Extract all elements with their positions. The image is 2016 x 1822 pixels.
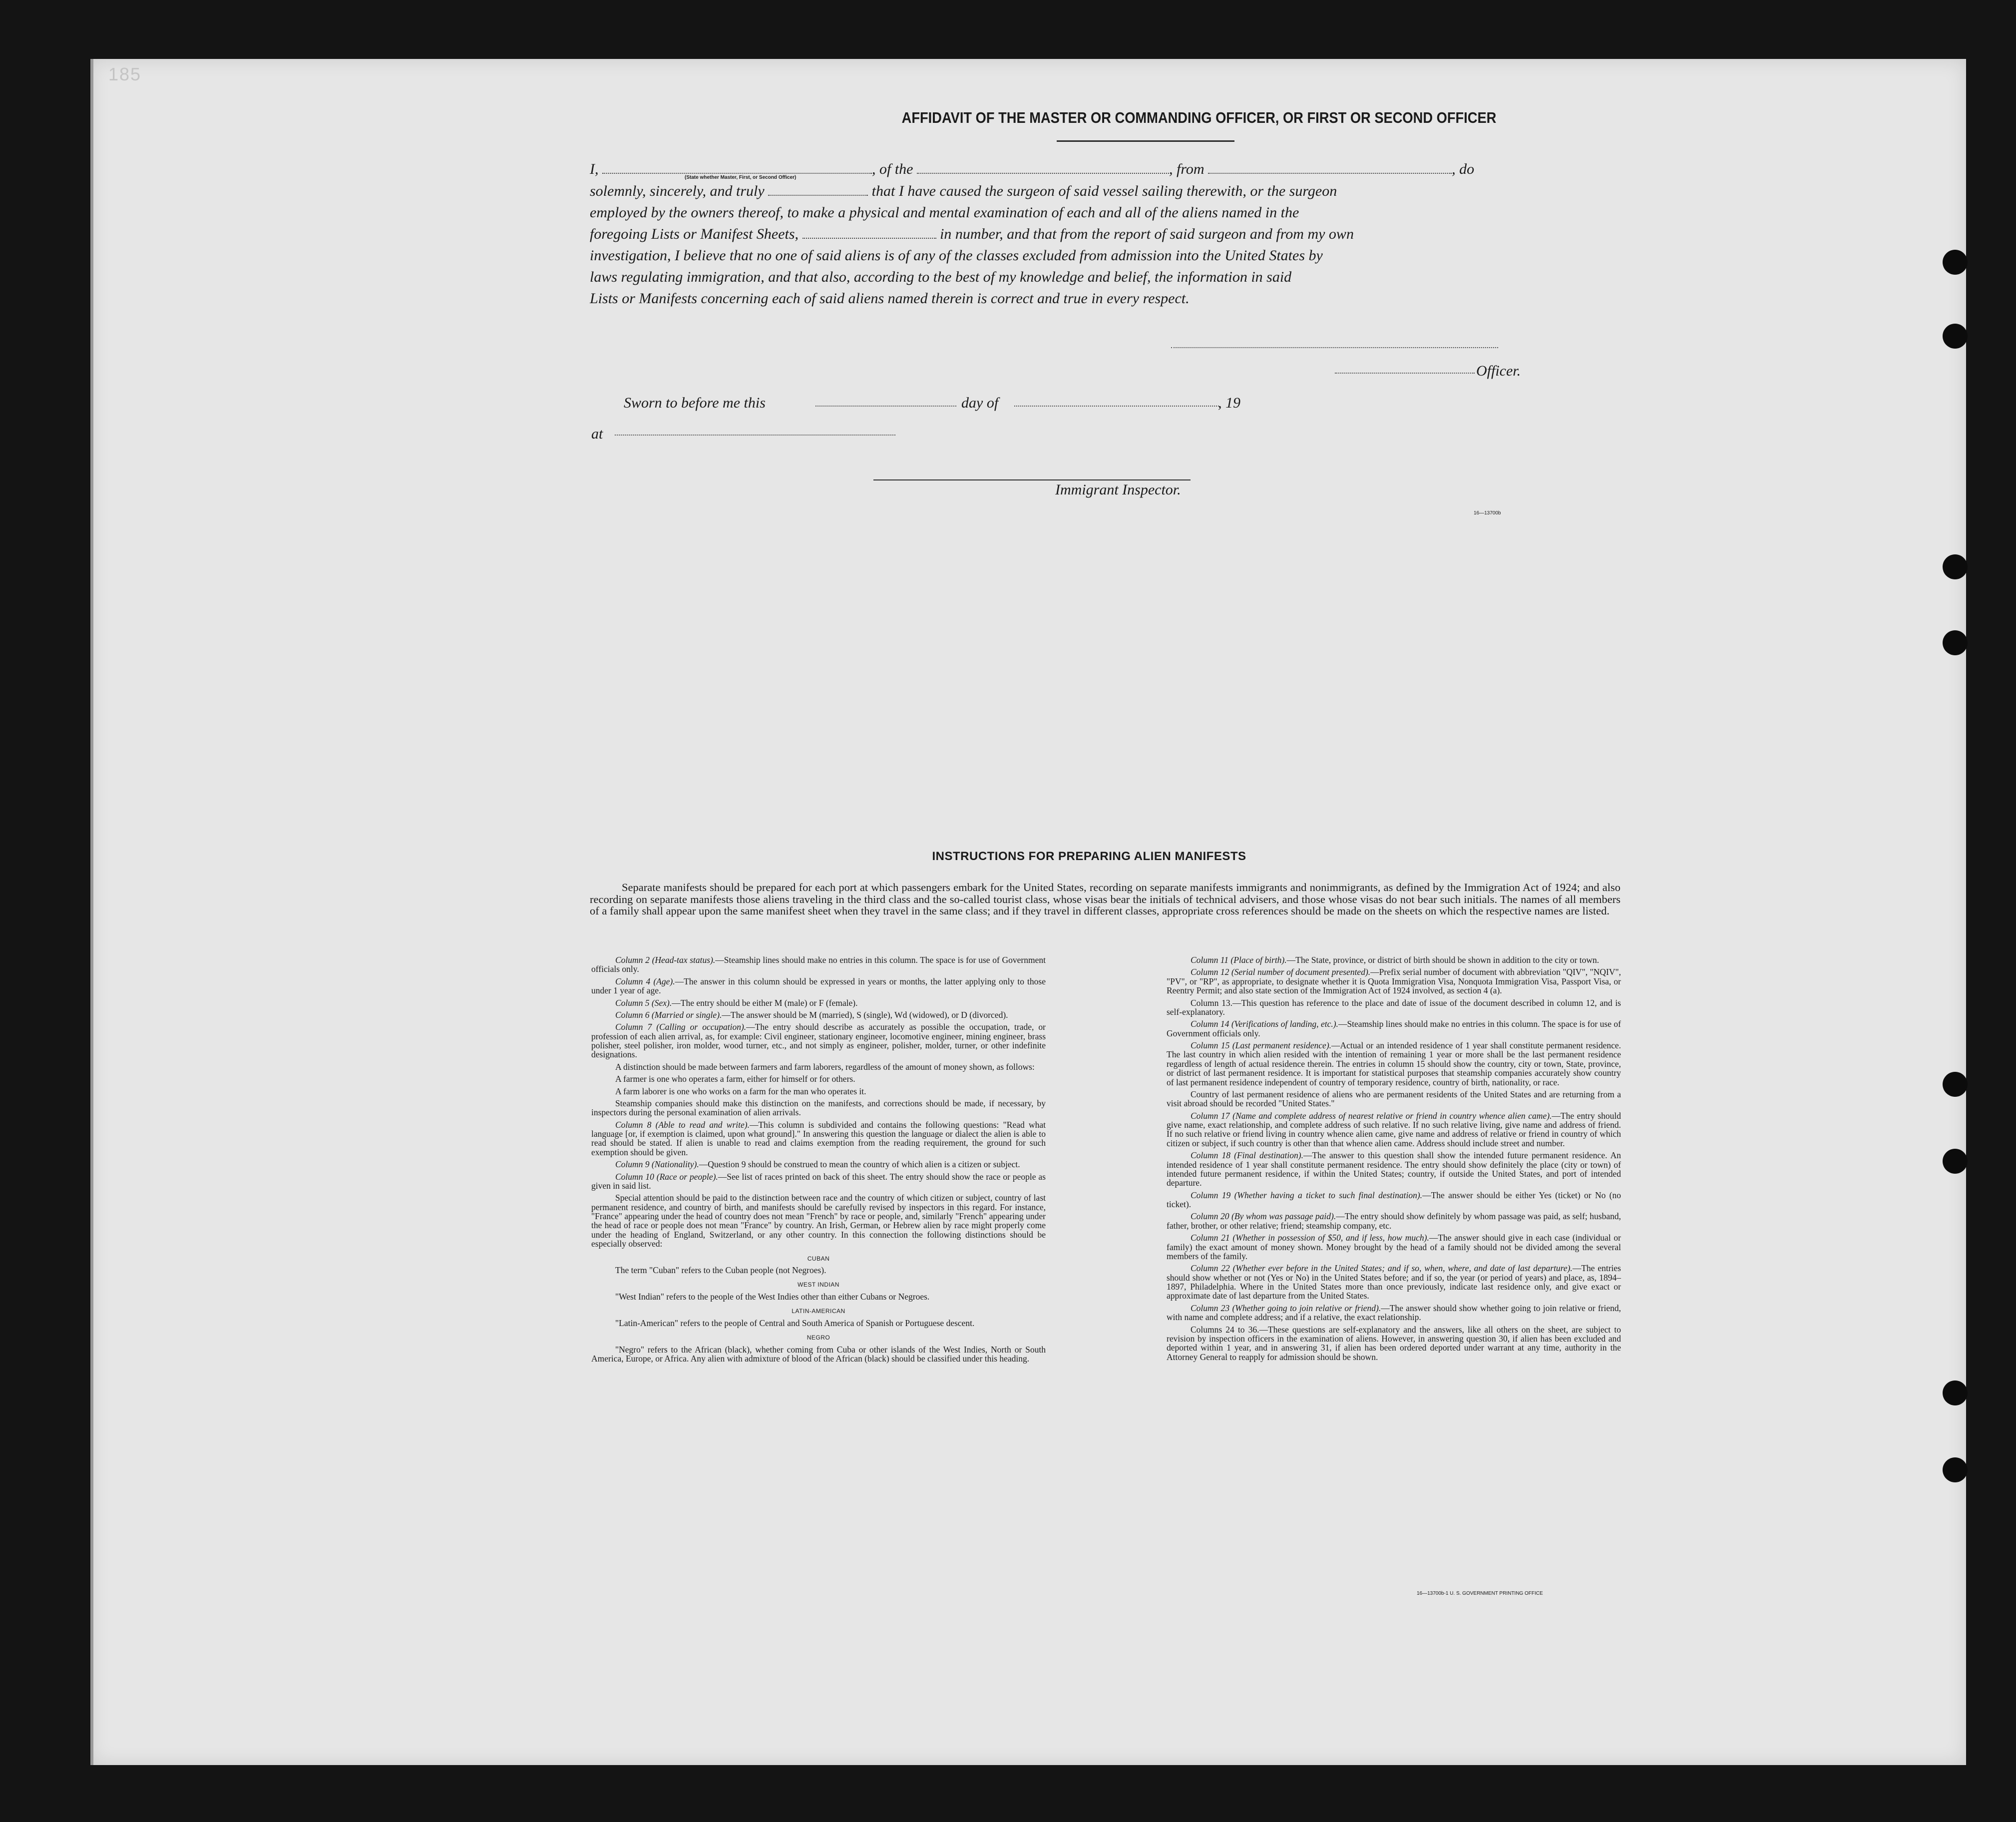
vessel-name-blank[interactable] (917, 162, 1169, 174)
column-18-text: —The answer to this question shall show the intended future permanent residence. An intended residence of 1 year shall constitute permanent residence. The entry should show definitely the place (city or town) of intended future permanent residence, if within the United States; country, if outside the United States, and port of intended departure. (1167, 1150, 1621, 1188)
column-18-label: Column 18 (Final destination). (1191, 1150, 1303, 1161)
punch-hole-2 (1943, 324, 1968, 349)
column-15-instruction (1167, 1041, 1621, 1087)
column-21-label: Column 21 (Whether in possession of $50, and if less, how much). (1191, 1233, 1429, 1243)
column-13-instruction: Column 13.—This question has reference to the place and date of issue of the document described in column 12, and is self-explanatory. (1167, 997, 1621, 1017)
title-rule (1057, 140, 1234, 142)
column-22-label: Column 22 (Whether ever before in the United States; and if so, when, where, and date of last departure). (1191, 1263, 1573, 1274)
punch-hole-1 (1943, 250, 1968, 275)
latin-american-paragraph: "Latin-American" refers to the people of Central and South America of Spanish or Portuguese descent. (615, 1318, 975, 1329)
officer-note: (State whether Master, First, or Second Officer) (685, 175, 797, 180)
column-12-text: —Prefix serial number of document with abbreviation "QIV", "NQIV", "PV", or "RP", as appropriate, to designate whether it is Quota Immigration Visa, Nonquota Immigration Visa, Passport Visa, or Reentry Permit; and also state section of the Immigration Act of 1924 involved, as section 4 (a). (1167, 967, 1621, 996)
inspector-signature-line[interactable] (873, 479, 1191, 480)
officer-signature-line[interactable] (1171, 347, 1498, 348)
day-of-label: day of (961, 395, 999, 411)
column-18-instruction (1167, 1151, 1621, 1188)
affidavit-line-4 (590, 227, 1618, 242)
at-label: at (591, 426, 603, 442)
column-19-label: Column 19 (Whether having a ticket to such final destination). (1191, 1190, 1423, 1200)
punch-hole-6 (1943, 1149, 1968, 1174)
farm-laborer-paragraph: A farm laborer is one who works on a farm for the man who operates it. (615, 1086, 866, 1096)
column-23-text: —The answer should show whether going to join relative or friend, with name and complete address; and if a relative, the exact relationship. (1167, 1303, 1621, 1323)
affidavit-line-7: Lists or Manifests concerning each of said aliens named therein is correct and true in every respect. (590, 290, 1190, 307)
instructions-right-column (1167, 955, 1621, 1365)
sworn-month-blank[interactable] (1014, 406, 1219, 407)
column-6-instruction (591, 1010, 1046, 1019)
officer-title-line[interactable] (1335, 373, 1475, 374)
column-11-instruction (1167, 955, 1621, 964)
affidavit-title: AFFIDAVIT OF THE MASTER OR COMMANDING OFFICER, OR FIRST OR SECOND OFFICER (901, 109, 1497, 126)
west-indian-paragraph: "West Indian" refers to the people of the West Indies other than either Cubans or Negroes. (615, 1292, 930, 1302)
column-12-label: Column 12 (Serial number of document presented). (1191, 967, 1371, 977)
cuban-heading: CUBAN (807, 1255, 830, 1262)
column-9-label: Column 9 (Nationality). (615, 1159, 699, 1170)
rank-blank[interactable] (768, 184, 868, 196)
west-indian-heading: WEST INDIAN (798, 1281, 839, 1289)
column-10-instruction (591, 1172, 1046, 1191)
column-7-text: —The entry should describe as accurately as possible the occupation, trade, or profession of each alien arrival, as, for example: Civil engineer, stationary engineer, locomotive engineer, mining engineer, brass polisher, steel polisher, iron molder, wood turner, etc., and not simply as engineer, polisher, molder, turner, or other indefinite designations. (591, 1022, 1046, 1060)
officer-name-blank[interactable] (602, 162, 872, 174)
instructions-left-column (591, 955, 1046, 1366)
sheet-edge (90, 59, 93, 1765)
cuban-paragraph: The term "Cuban" refers to the Cuban people (not Negroes). (615, 1265, 826, 1276)
column-5-instruction (591, 998, 1046, 1007)
column-6-text: —The answer should be M (married), S (single), Wd (widowed), or D (divorced). (722, 1009, 1008, 1020)
column-20-label: Column 20 (By whom was passage paid). (1191, 1211, 1336, 1222)
column-7-instruction (591, 1022, 1046, 1059)
caused-surgeon-text: that I have caused the surgeon of said vessel sailing therewith, or the surgeon (871, 183, 1337, 199)
foregoing-lists-text: foregoing Lists or Manifest Sheets, (590, 226, 799, 242)
column-8-label: Column 8 (Able to read and write). (615, 1119, 750, 1130)
column-22-text: —The entries should show whether or not (Yes or No) in the United States before; and if so, the year (or period of years) and place, as, 1894–1897, Philadelphia. Where in the United States more than once previously, indicate last residence only, and give exact or approximate date of last departure from the United States. (1167, 1263, 1621, 1301)
column-21-instruction (1167, 1233, 1621, 1261)
column-17-text: —The entry should give name, exact relationship, and complete address of such relative. If no such relative living, give name and address of friend. If no such relative or friend living in country whence alien came, give name and address of relative or friend in country of which citizen or subject, if such country is other than that whence alien came. Address should include street and number. (1167, 1110, 1621, 1148)
column-4-instruction (591, 977, 1046, 995)
column-20-text: —The entry should show definitely by whom passage was paid, as self; husband, father, brother, or other relative; friend; steamship company, etc. (1167, 1211, 1621, 1231)
of-the-label: , of the (872, 161, 913, 177)
column-7-label: Column 7 (Calling or occupation). (615, 1022, 747, 1032)
column-19-instruction (1167, 1191, 1621, 1209)
column-11-label: Column 11 (Place of birth). (1191, 955, 1287, 965)
column-21-text: —The answer should give in each case (individual or family) the exact amount of money shown. Money brought by the head of a family should not be divided among the several members of the family. (1167, 1233, 1621, 1261)
column-22-instruction (1167, 1264, 1621, 1301)
manifest-sheet (90, 59, 1966, 1765)
from-label: , from (1169, 161, 1205, 177)
column-8-instruction (591, 1120, 1046, 1157)
column-14-text: —Steamship lines should make no entries in this column. The space is for use of Government officials only. (1167, 1019, 1621, 1038)
distinction-paragraph: A distinction should be made between farmers and farm laborers, regardless of the amount of money shown, as follows: (615, 1061, 1035, 1072)
column-4-label: Column 4 (Age). (615, 976, 675, 986)
negro-paragraph: "Negro" refers to the African (black), whether coming from Cuba or other islands of the West Indies, North or South America, Europe, or Africa. Any alien with admixture of blood of the African (black) should be classified under this heading. (591, 1345, 1046, 1364)
column-17-label: Column 17 (Name and complete address of nearest relative or friend in country whence alien came). (1191, 1110, 1552, 1121)
sworn-label: Sworn to before me this (624, 395, 766, 411)
affidavit-line-3: employed by the owners thereof, to make a physical and mental examination of each and all of the aliens named in the (590, 204, 1299, 221)
column-14-instruction (1167, 1019, 1621, 1038)
negro-heading: NEGRO (806, 1334, 830, 1342)
column-2-instruction (591, 955, 1046, 974)
solemnly-label: solemnly, sincerely, and truly (590, 183, 765, 199)
year-label: , 19 (1218, 395, 1240, 411)
column-17-instruction (1167, 1111, 1621, 1148)
corner-mark: 185 (108, 64, 142, 84)
latin-american-heading: LATIN-AMERICAN (792, 1308, 845, 1315)
punch-hole-8 (1943, 1457, 1968, 1482)
number-blank[interactable] (803, 227, 936, 239)
printing-office-code: 16—13700b-1 U. S. GOVERNMENT PRINTING OFFICE (1417, 1591, 1543, 1596)
column-6-label: Column 6 (Married or single). (615, 1009, 722, 1020)
column-5-text: —The entry should be either M (male) or F (female). (672, 997, 858, 1008)
in-number-text: in number, and that from the report of said surgeon and from my own (940, 226, 1354, 242)
column-8-text: —This column is subdivided and contains the following questions: "Read what language [or, if exemption is claimed, upon what ground]." In answering this question the language or dialect the alien is able to read should be stated. If alien is unable to read and claims exemption from the reading requirement, the ground for such exemption should be given. (591, 1119, 1046, 1157)
do-label: , do (1452, 161, 1475, 177)
column-10-label: Column 10 (Race or people). (615, 1171, 718, 1182)
punch-hole-4 (1943, 630, 1968, 655)
column-11-text: —The State, province, or district of birth should be shown in addition to the city or town. (1286, 955, 1600, 965)
inspector-label: Immigrant Inspector. (1055, 481, 1181, 498)
column-15-label: Column 15 (Last permanent residence). (1191, 1040, 1332, 1050)
column-9-text: —Question 9 should be construed to mean the country of which alien is a citizen or subject. (699, 1159, 1020, 1170)
officer-label: Officer. (1476, 363, 1521, 379)
sworn-day-blank[interactable] (815, 406, 956, 407)
farmer-paragraph: A farmer is one who operates a farm, either for himself or for others. (615, 1074, 855, 1084)
punch-hole-7 (1943, 1380, 1968, 1405)
country-residence-paragraph: Country of last permanent residence of aliens who are permanent residents of the United States and are returning from a visit abroad should be recorded "United States." (1167, 1089, 1621, 1109)
column-12-instruction (1167, 967, 1621, 995)
affidavit-line-2 (590, 184, 1618, 199)
port-blank[interactable] (1208, 162, 1452, 174)
punch-hole-3 (1943, 554, 1968, 579)
instructions-title: INSTRUCTIONS FOR PREPARING ALIEN MANIFESTS (932, 850, 1246, 863)
column-14-label: Column 14 (Verifications of landing, etc.). (1191, 1019, 1338, 1029)
steamship-paragraph: Steamship companies should make this distinction on the manifests, and corrections should be made, if necessary, by inspectors during the personal examination of alien arrivals. (591, 1098, 1046, 1118)
affidavit-line-6: laws regulating immigration, and that also, according to the best of my knowledge and belief, the information in said (590, 269, 1292, 285)
column-2-label: Column 2 (Head-tax status). (615, 955, 716, 965)
at-place-blank[interactable] (615, 435, 895, 436)
column-19-text: —The answer should be either Yes (ticket) or No (no ticket). (1167, 1190, 1621, 1209)
affidavit-line-5: investigation, I believe that no one of said aliens is of any of the classes excluded from admission into the United States by (590, 247, 1323, 264)
column-20-instruction (1167, 1212, 1621, 1230)
column-5-label: Column 5 (Sex). (615, 997, 672, 1008)
columns-24-36-instruction: Columns 24 to 36.—These questions are self-explanatory and the answers, like all others on the sheet, are subject to revision by inspection officers in the examination of aliens. However, in answering question 30, if alien has been excluded and deported within 1 year, and in answering 31, if alien has been ordered deported under warrant at any time, authority in the Attorney General to reapply for admission should be shown. (1167, 1324, 1621, 1362)
column-15-text: —Actual or an intended residence of 1 year shall constitute permanent residence. The last country in which alien resided with the intention of remaining 1 year or more shall be the last permanent residence regardless of length of actual residence therein. The entries in column 15 should show the country, city or town, State, province, or district of last permanent residence. It is important for statistical purposes that steamship companies accurately show country of last permanent residence independent of country of temporary residence, country of birth, nationality, or race. (1167, 1040, 1621, 1087)
special-attention-paragraph: Special attention should be paid to the distinction between race and the country of which citizen or subject, country of last permanent residence, and country of birth, and manifests should be carefully revised by inspectors in this regard. For instance, "France" appearing under the head of country does not mean "French" by race or people, and, similarly "French" appearing under the head of race or people does not mean "France" by country. An Irish, German, or Hebrew alien by race might properly come under the heading of England, Switzerland, or any other country. In this connection the following distinctions should be especially observed: (591, 1193, 1046, 1249)
column-2-text: —Steamship lines should make no entries in this column. The space is for use of Government officials only. (591, 955, 1046, 974)
instructions-intro: Separate manifests should be prepared for each port at which passengers embark for the United States, recording on separate manifests immigrants and nonimmigrants, as defined by the Immigration Act of 1924; and also recording on separate manifests those aliens traveling in the third class and the so-called tourist class, whose visas bear the initials of technical advisers, and those whose visas do not bear such initials. The names of all members of a family shall appear upon the same manifest sheet when they travel in the same class; and if they travel in different classes, appropriate cross references should be made on the sheets on which the respective names are listed. (590, 881, 1620, 917)
punch-hole-5 (1943, 1072, 1968, 1097)
column-4-text: —The answer in this column should be expressed in years or months, the latter applying only to those under 1 year of age. (591, 976, 1046, 996)
column-9-instruction (591, 1160, 1046, 1169)
column-23-instruction (1167, 1304, 1621, 1322)
i-label: I, (590, 161, 599, 177)
form-number: 16—13700b (1474, 510, 1501, 516)
column-23-label: Column 23 (Whether going to join relative or friend). (1191, 1303, 1381, 1313)
column-10-text: —See list of races printed on back of this sheet. The entry should show the race or people as given in said list. (591, 1171, 1046, 1191)
